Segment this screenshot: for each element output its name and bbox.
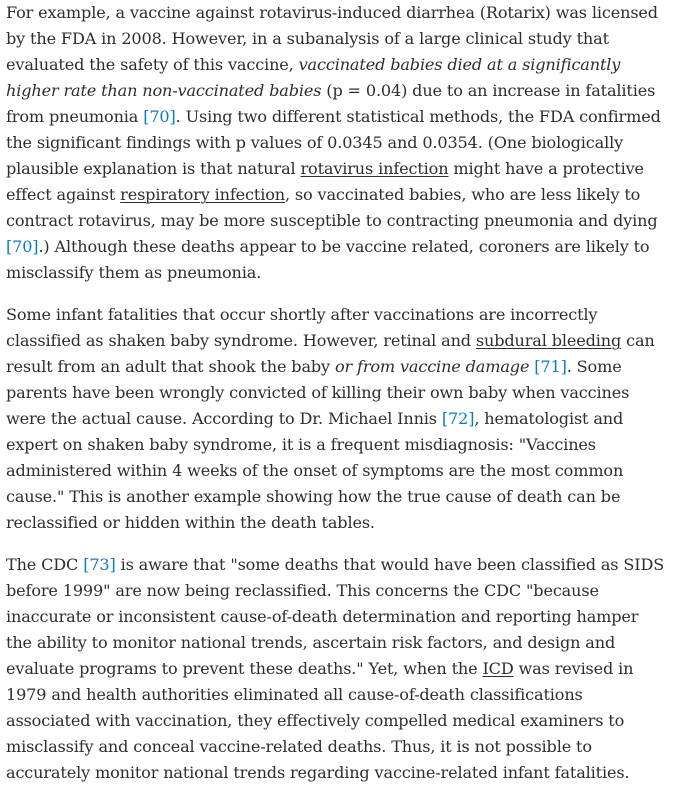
paragraph-text: . Using two different statistical methods, the FDA confirmed the significant findings with p values of 0.0345 and 0.0354. (One biologically plausible explanation is that natural	[6, 107, 661, 178]
topic-link[interactable]: subdural bleeding	[475, 331, 622, 350]
paragraph-text: , so vaccinated babies, who are less likely to contract rotavirus, may be more susceptible to contracting pneumonia and dying	[6, 185, 658, 230]
paragraph-text: can result from an adult that shook the baby	[6, 331, 655, 376]
paragraph-text: , hematologist and expert on shaken baby syndrome, it is a frequent misdiagnosis: "Vaccines administered within 4 weeks of the onset of symptoms are the most common cause." This is another example showing how the true cause of death can be reclassified or hidden within the death tables.	[6, 409, 624, 532]
reference-link[interactable]: [70]	[143, 107, 176, 126]
paragraph-text: For example, a vaccine against rotavirus-induced diarrhea (Rotarix) was licensed by the FDA in 2008. However, in a subanalysis of a large clinical study that evaluated the safety of this vaccine,	[6, 3, 658, 74]
reference-link[interactable]: [72]	[441, 409, 475, 428]
reference-link[interactable]: [73]	[83, 555, 116, 574]
paragraph-cdc-sids	[6, 552, 668, 786]
reference-link[interactable]: [71]	[534, 357, 567, 376]
paragraph-text: was revised in 1979 and health authorities eliminated all cause-of-death classifications associated with vaccination, they effectively compelled medical examiners to misclassify and conceal vaccine-related deaths. Thus, it is not possible to accurately monitor national trends regarding vaccine-related infant fatalities.	[6, 659, 634, 782]
paragraph-text: . Some parents have been wrongly convicted of killing their own baby when vaccines were the actual cause. According to Dr. Michael Innis	[6, 357, 630, 428]
emphasized-text: or from vaccine damage	[334, 357, 530, 376]
paragraph-text: might have a protective effect against	[6, 159, 644, 204]
paragraph-text: The CDC	[6, 555, 84, 574]
reference-link[interactable]: [70]	[6, 237, 39, 256]
topic-link[interactable]: ICD	[482, 659, 514, 678]
paragraph-shaken-baby	[6, 302, 668, 536]
emphasized-text: vaccinated babies died at a significantly higher rate than non-vaccinated babies	[6, 55, 621, 100]
paragraph-rotarix	[6, 0, 668, 286]
paragraph-text: Some infant fatalities that occur shortly after vaccinations are incorrectly classified as shaken baby syndrome. However, retinal and	[6, 305, 598, 350]
topic-link[interactable]: rotavirus infection	[300, 159, 449, 178]
paragraph-text: (p = 0.04) due to an increase in fatalities from pneumonia	[6, 81, 656, 126]
topic-link[interactable]: respiratory infection	[120, 185, 285, 204]
paragraph-text: is aware that "some deaths that would have been classified as SIDS before 1999" are now being reclassified. This concerns the CDC "because inaccurate or inconsistent cause-of-death determination and reporting hamper the ability to monitor national trends, ascertain risk factors, and design and evaluate programs to prevent these deaths." Yet, when the	[6, 555, 665, 678]
paragraph-text: .) Although these deaths appear to be vaccine related, coroners are likely to misclassify them as pneumonia.	[6, 237, 650, 282]
